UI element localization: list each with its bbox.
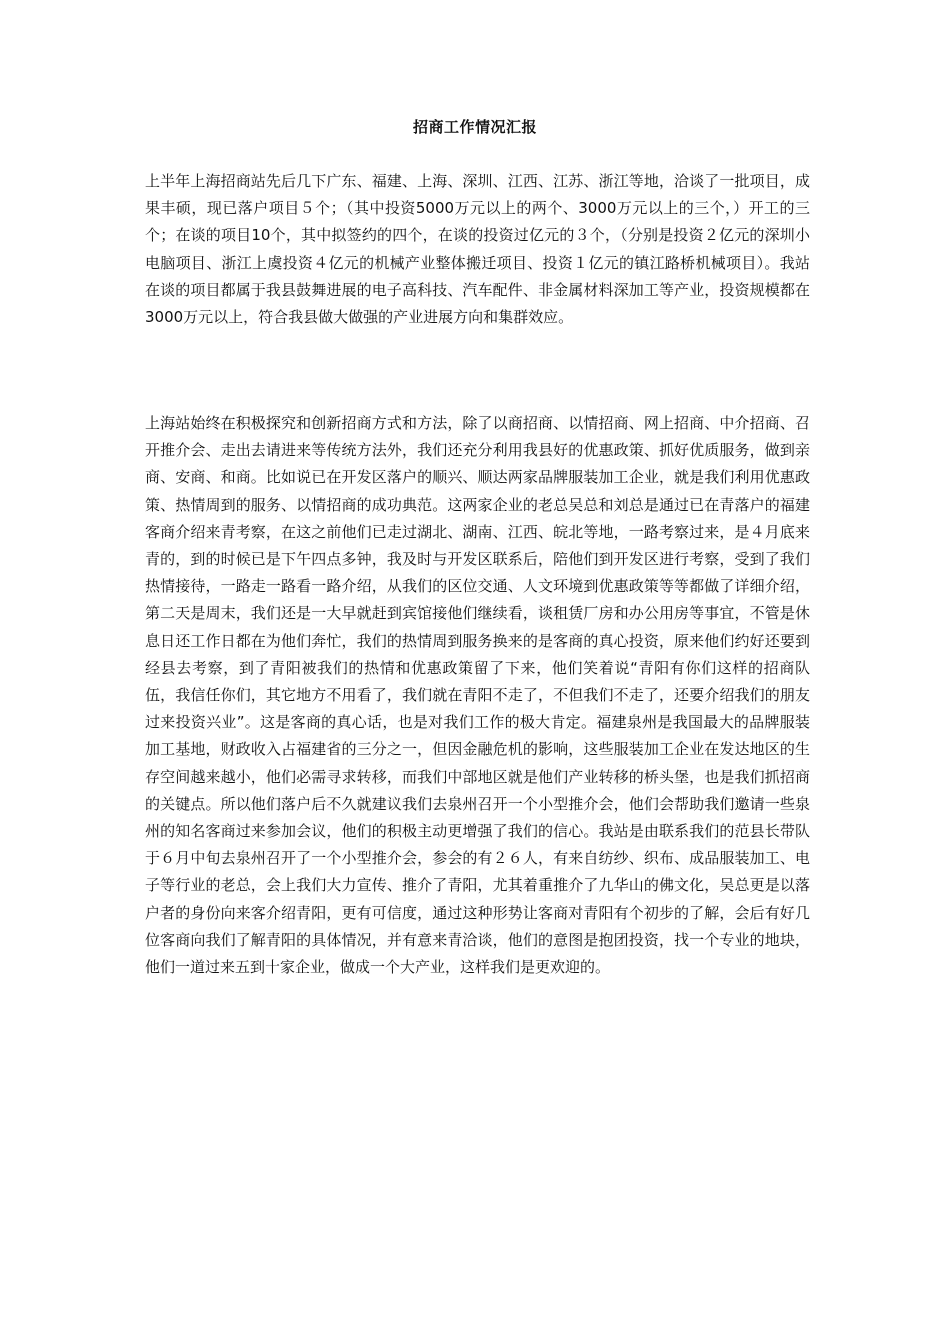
paragraph-1: 上半年上海招商站先后几下广东、福建、上海、深圳、江西、江苏、浙江等地，洽谈了一批项目，成果丰硕，现已落户项目５个；（其中投资5000万元以上的两个、3000万元以上的三个，）开工的三个；在谈的项目10个，其中拟签约的四个，在谈的投资过亿元的３个，（分别是投资２亿元的深圳小电脑项目、浙江上虞投资４亿元的机械产业整体搬迁项目、投资１亿元的镇江路桥机械项目）。我站在谈的项目都属于我县鼓舞进展的电子高科技、汽车配件、非金属材料深加工等产业，投资规模都在3000万元以上，符合我县做大做强的产业进展方向和集群效应。: [145, 172, 810, 327]
document-title: 招商工作情况汇报: [412, 118, 537, 136]
paragraph-2: 上海站始终在积极探究和创新招商方式和方法，除了以商招商、以情招商、网上招商、中介招商、召开推介会、走出去请进来等传统方法外，我们还充分利用我县好的优惠政策、抓好优质服务，做到亲商、安商、和商。比如说已在开发区落户的顺兴、顺达两家品牌服装加工企业，就是我们利用优惠政策、热情周到的服务、以情招商的成功典范。这两家企业的老总吴总和刘总是通过已在青落户的福建客商介绍来青考察，在这之前他们已走过湖北、湖南、江西、皖北等地，一路考察过来，是４月底来青的，到的时候已是下午四点多钟，我及时与开发区联系后，陪他们到开发区进行考察，受到了我们热情接待，一路走一路看一路介绍，从我们的区位交通、人文环境到优惠政策等等都做了详细介绍，第二天是周末，我们还是一大早就赶到宾馆接他们继续看，谈租赁厂房和办公用房等事宜，不管是休息日还工作日都在为他们奔忙，我们的热情周到服务换来的是客商的真心投资，原来他们约好还要到经县去考察，到了青阳被我们的热情和优惠政策留了下来，他们笑着说“青阳有你们这样的招商队伍，我信任你们，其它地方不用看了，我们就在青阳不走了，不但我们不走了，还要介绍我们的朋友过来投资兴业”。这是客商的真心话，也是对我们工作的极大肯定。福建泉州是我国最大的品牌服装加工基地，财政收入占福建省的三分之一，但因金融危机的影响，这些服装加工企业在发达地区的生存空间越来越小，他们必需寻求转移，而我们中部地区就是他们产业转移的桥头堡，也是我们抓招商的关键点。所以他们落户后不久就建议我们去泉州召开一个小型推介会，他们会帮助我们邀请一些泉州的知名客商过来参加会议，他们的积极主动更增强了我们的信心。我站是由联系我们的范县长带队于６月中旬去泉州召开了一个小型推介会，参会的有２６人，有来自纺纱、织布、成品服装加工、电子等行业的老总，会上我们大力宣传、推介了青阳，尤其着重推介了九华山的佛文化，吴总更是以落户者的身份向来客介绍青阳，更有可信度，通过这种形势让客商对青阳有个初步的了解，会后有好几位客商向我们了解青阳的具体情况，并有意来青洽谈，他们的意图是抱团投资，找一个专业的地块，他们一道过来五到十家企业，做成一个大产业，这样我们是更欢迎的。: [145, 414, 810, 977]
